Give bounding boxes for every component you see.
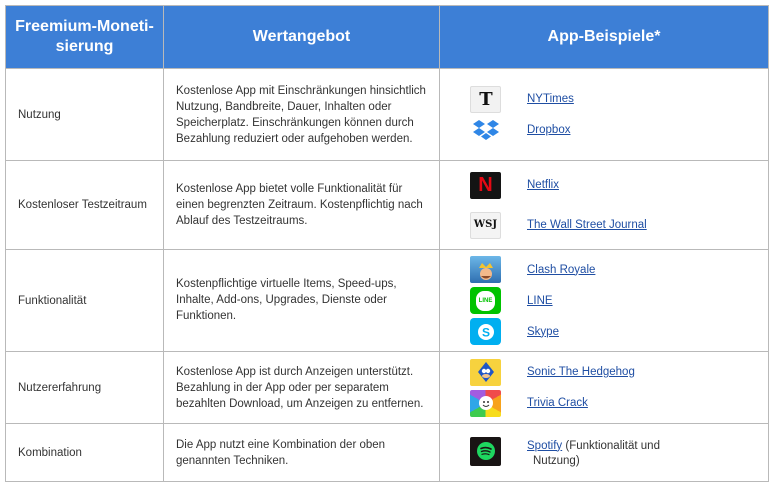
wsj-icon [470,212,501,239]
header-col3-text: App-Beispiele* [547,28,661,45]
app-example [470,357,758,388]
skype-icon [470,318,501,345]
app-link-sonic[interactable]: Sonic The Hedgehog [527,366,635,378]
dropbox-icon [470,117,501,144]
spotify-note: (Funktionalität und [562,439,660,452]
app-example [470,205,758,245]
row-label: Nutzererfahrung [6,352,164,424]
app-link-clash-royale[interactable]: Clash Royale [527,263,596,276]
trivia-crack-icon [470,390,501,417]
svg-text:S: S [481,325,490,339]
app-example [470,316,758,347]
row-label: Kombination [6,424,164,482]
spotify-text [527,439,660,469]
line-icon [470,287,501,314]
row-description: Die App nutzt eine Kombination der oben genannten Techniken. [164,424,440,482]
freemium-table [5,5,769,482]
header-freemium-monetization [6,6,164,69]
table-row [6,352,769,424]
app-example [470,431,758,475]
row-label: Nutzung [6,69,164,161]
app-examples-cell [440,352,769,424]
clash-royale-icon [470,256,501,283]
app-examples-cell [440,69,769,161]
app-example [470,285,758,316]
netflix-icon [470,172,501,199]
sonic-icon [470,359,501,386]
row-description: Kostenpflichtige virtuelle Items, Speed-ups, Inhalte, Add-ons, Upgrades, Dienste oder Funktionen. [164,250,440,352]
row-label: Funktionalität [6,250,164,352]
freemium-table-container [5,5,769,482]
app-link-dropbox[interactable]: Dropbox [527,124,571,136]
table-row [6,69,769,161]
nytimes-logo-icon [470,86,501,113]
header-app-examples [440,6,769,69]
svg-text:T: T [478,89,493,110]
line-icon-glyph: LINE [476,291,496,311]
app-example [470,165,758,205]
netflix-icon-glyph: N [478,174,493,196]
app-examples-cell [440,250,769,352]
app-link-line[interactable]: LINE [527,294,553,307]
header-value-proposition [164,6,440,69]
app-link-nytimes[interactable]: NYTimes [527,93,574,105]
table-header-row [6,6,769,69]
spotify-note-continued: Nutzung) [533,454,580,467]
table-row [6,161,769,250]
row-description: Kostenlose App ist durch Anzeigen unterstützt. Bezahlung in der App oder per separatem bezahlten Download, um Anzeigen zu entfernen. [164,352,440,424]
table-row [6,250,769,352]
app-example [470,84,758,115]
table-row [6,424,769,482]
app-link-trivia-crack[interactable]: Trivia Crack [527,397,588,409]
row-description: Kostenlose App mit Einschränkungen hinsichtlich Nutzung, Bandbreite, Dauer, Inhalten oder Speicherplatz. Einschränkungen können durch Bezahlung reduziert oder aufgehoben werden. [164,69,440,161]
app-link-spotify[interactable]: Spotify [527,439,563,452]
app-link-netflix[interactable]: Netflix [527,179,559,191]
header-col2-text: Wertangebot [252,28,351,45]
app-examples-cell [440,161,769,250]
app-example [470,254,758,285]
header-col1-text: Freemium-Moneti- sierung [15,18,154,55]
app-example [470,115,758,146]
app-examples-cell [440,424,769,482]
spotify-icon [470,437,501,466]
wsj-icon-glyph: WSJ [473,219,498,230]
app-link-wsj[interactable]: The Wall Street Journal [527,219,647,231]
app-link-skype[interactable]: Skype [527,325,559,338]
row-label: Kostenloser Testzeitraum [6,161,164,250]
app-example [470,388,758,419]
row-description: Kostenlose App bietet volle Funktionalität für einen begrenzten Zeitraum. Kostenpflichtig nach Ablauf des Testzeitraums. [164,161,440,250]
